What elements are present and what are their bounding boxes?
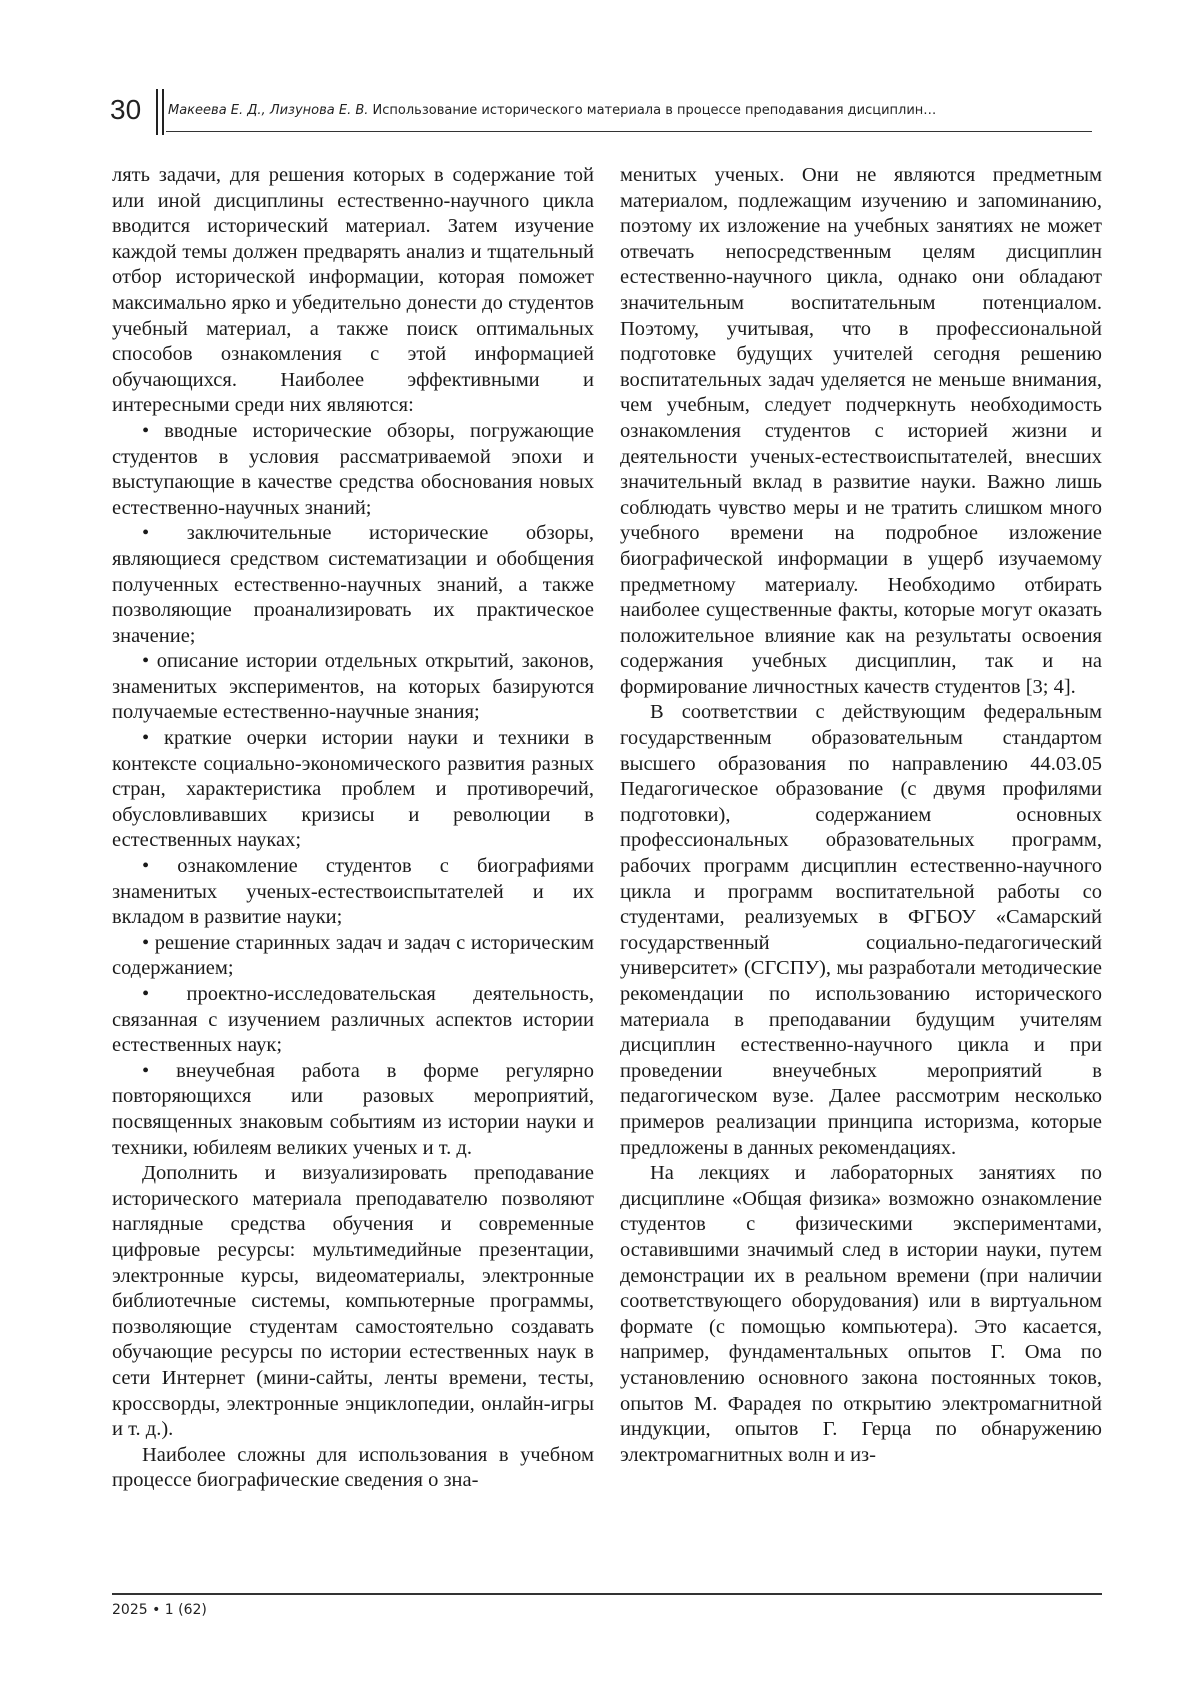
list-item: • решение старинных задач и задач с историческим содержанием; (112, 931, 594, 980)
paragraph: Дополнить и визуализировать преподавание исторического материала преподавателю позволяют наглядные средства обучения и современные цифровые ресурсы: мультимедийные презентации, электронные курсы, видеоматериалы, электронные библиотечные системы, компьютерные программы, позволяющие студентам самостоятельно создавать обучающие ресурсы по истории естественных наук в сети Интернет (мини-сайты, ленты времени, тесты, кроссворды, электронные энциклопедии, онлайн-игры и т. д.). (112, 1162, 594, 1441)
header-article-title: Использование исторического материала в процессе преподавания дисциплин… (372, 103, 937, 118)
header-divider (156, 89, 158, 135)
running-header (110, 93, 1092, 137)
paragraph: лять задачи, для решения которых в содержание той или иной дисциплины естественно-научного цикла вводится исторический материал. Затем изучение каждой темы должен предварять анализ и тщательный отбор исторической информации, которая поможет максимально ярко и убедительно донести до студентов учебный материал, а также поиск оптимальных способов ознакомления с этой информацией обучающихся. Наиболее эффективными и интересными среди них являются: (112, 164, 594, 417)
left-column (112, 163, 594, 1494)
list-item: • проектно-исследовательская деятельность, связанная с изучением различных аспектов истории естественных наук; (112, 983, 594, 1057)
list-item: • краткие очерки истории науки и техники в контексте социально-экономического развития разных стран, характеристика проблем и противоречий, обусловливавших кризисы и революции в естественных науках; (112, 727, 594, 852)
paragraph: менитых ученых. Они не являются предметным материалом, подлежащим изучению и запоминанию, поэтому их изложение на учебных занятиях не может отвечать непосредственным целям дисциплин естественно-научного цикла, однако они обладают значительным воспитательным потенциалом. Поэтому, учитывая, что в профессиональной подготовке будущих учителей сегодня решению воспитательных задач уделяется не меньше внимания, чем учебным, следует подчеркнуть необходимость ознакомления студентов с историей жизни и деятельности ученых-естествоиспытателей, внесших значительный вклад в развитие науки. Важно лишь соблюдать чувство меры и не тратить слишком много учебного времени на подробное изложение биографической информации в ущерб изучаемому предметному материалу. Необходимо отбирать наиболее существенные факты, которые могут оказать положительное влияние как на результаты освоения содержания учебных дисциплин, так и на формирование личностных качеств студентов [3; 4]. (620, 164, 1102, 698)
list-item: • внеучебная работа в форме регулярно повторяющихся или разовых мероприятий, посвященных знаковым событиям из истории науки и техники, юбилеям великих ученых и т. д. (112, 1059, 594, 1159)
page-number: 30 (110, 94, 142, 125)
paragraph: Наиболее сложны для использования в учебном процессе биографические сведения о зна- (112, 1443, 594, 1492)
header-rule (166, 131, 1092, 132)
header-divider (162, 89, 164, 135)
list-item: • вводные исторические обзоры, погружающие студентов в условия рассматриваемой эпохи и выступающие в качестве средства обоснования новых естественно-научных знаний; (112, 419, 594, 519)
issue-number: 2025 • 1 (62) (112, 1602, 207, 1618)
paragraph: В соответствии с действующим федеральным государственным образовательным стандартом высшего образования по направлению 44.03.05 Педагогическое образование (с двумя профилями подготовки), содержанием основных профессиональных образовательных программ, рабочих программ дисциплин естественно-научного цикла и программ воспитательной работы со студентами, реализуемых в ФГБОУ «Самарский государственный социально-педагогический университет» (СГСПУ), мы разработали методические рекомендации по использованию исторического материала в преподавании будущим учителям дисциплин естественно-научного цикла и при проведении внеучебных мероприятий в педагогическом вузе. Далее рассмотрим несколько примеров реализации принципа историзма, которые предложены в данных рекомендациях. (620, 701, 1102, 1159)
right-column (620, 163, 1102, 1468)
running-title (168, 103, 936, 119)
list-item: • ознакомление студентов с биографиями знаменитых ученых-естествоиспытателей и их вкладом в развитие науки; (112, 855, 594, 929)
list-item: • описание истории отдельных открытий, законов, знаменитых экспериментов, на которых базируются получаемые естественно-научные знания; (112, 650, 594, 724)
paragraph: На лекциях и лабораторных занятиях по дисциплине «Общая физика» возможно ознакомление студентов с физическими экспериментами, оставившими значимый след в истории науки, путем демонстрации их в реальном времени (при наличии соответствующего оборудования) или в виртуальном формате (с помощью компьютера). Это касается, например, фундаментальных опытов Г. Ома по установлению основного закона постоянных токов, опытов М. Фарадея по открытию электромагнитной индукции, опытов Г. Герца по обнаружению электромагнитных волн и из- (620, 1162, 1102, 1466)
header-authors: Макеева Е. Д., Лизунова Е. В. (168, 103, 369, 118)
list-item: • заключительные исторические обзоры, являющиеся средством систематизации и обобщения полученных естественно-научных знаний, а также позволяющие проанализировать их практическое значение; (112, 522, 594, 647)
footer-rule (112, 1593, 1102, 1595)
